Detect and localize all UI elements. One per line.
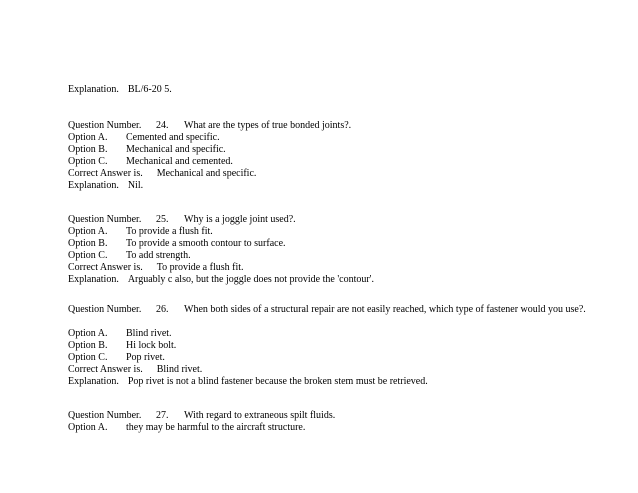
question-label: Question Number.	[68, 120, 142, 131]
option-line	[58, 340, 165, 363]
question-text: What are the types of true bonded joints?.	[184, 120, 352, 131]
explanation-label: Explanation.	[68, 376, 119, 387]
explanation-line	[58, 364, 428, 387]
answer-label: Correct Answer is.	[68, 262, 143, 273]
question-line	[58, 108, 352, 131]
option-line	[58, 120, 220, 143]
option-text: To provide a smooth contour to surface.	[126, 238, 286, 249]
option-line	[58, 316, 172, 339]
option-text: To provide a flush fit.	[126, 226, 213, 237]
explanation-line	[58, 72, 172, 95]
explanation-line	[58, 262, 374, 285]
explanation-text: BL/6-20 5.	[127, 84, 172, 95]
option-label: Option C.	[68, 156, 108, 167]
answer-text: Mechanical and specific.	[156, 168, 257, 179]
option-line	[58, 214, 213, 237]
question-text: With regard to extraneous spilt fluids.	[184, 410, 336, 421]
option-line	[58, 328, 177, 351]
question-number: 25.	[156, 214, 169, 225]
question-label: Question Number.	[68, 410, 142, 421]
option-text: Hi lock bolt.	[126, 340, 177, 351]
option-line	[58, 144, 233, 167]
answer-text: To provide a flush fit.	[156, 262, 244, 273]
option-label: Option C.	[68, 250, 108, 261]
option-text: Pop rivet.	[126, 352, 165, 363]
question-text: Why is a joggle joint used?.	[184, 214, 296, 225]
option-line	[58, 410, 306, 433]
option-label: Option B.	[68, 144, 108, 155]
answer-line	[58, 352, 203, 375]
answer-label: Correct Answer is.	[68, 168, 143, 179]
option-label: Option B.	[68, 340, 108, 351]
explanation-label: Explanation.	[68, 180, 119, 191]
question-number: 26.	[156, 304, 169, 315]
answer-line	[58, 156, 257, 179]
explanation-line	[58, 168, 144, 191]
option-label: Option A.	[68, 132, 108, 143]
question-number: 27.	[156, 410, 169, 421]
question-label: Question Number.	[68, 214, 142, 225]
option-label: Option A.	[68, 328, 108, 339]
explanation-label: Explanation.	[68, 84, 119, 95]
question-number: 24.	[156, 120, 169, 131]
question-label: Question Number.	[68, 304, 142, 315]
option-text: To add strength.	[126, 250, 191, 261]
explanation-text: Arguably c also, but the joggle does not provide the 'contour'.	[127, 274, 374, 285]
option-label: Option B.	[68, 238, 108, 249]
explanation-text: Nil.	[127, 180, 144, 191]
option-line	[58, 132, 226, 155]
option-text: Cemented and specific.	[126, 132, 220, 143]
option-label: Option A.	[68, 226, 108, 237]
question-line	[58, 292, 586, 315]
answer-text: Blind rivet.	[156, 364, 203, 375]
option-line	[58, 238, 191, 261]
answer-line	[58, 250, 244, 273]
question-line	[58, 398, 336, 421]
option-line	[58, 226, 286, 249]
question-text: When both sides of a structural repair are not easily reached, which type of fastener would you use?.	[184, 304, 586, 315]
option-text: they may be harmful to the aircraft structure.	[126, 422, 306, 433]
explanation-label: Explanation.	[68, 274, 119, 285]
option-text: Mechanical and specific.	[126, 144, 226, 155]
option-text: Blind rivet.	[126, 328, 172, 339]
option-text: Mechanical and cemented.	[126, 156, 233, 167]
answer-label: Correct Answer is.	[68, 364, 143, 375]
option-label: Option C.	[68, 352, 108, 363]
explanation-text: Pop rivet is not a blind fastener because the broken stem must be retrieved.	[127, 376, 428, 387]
question-line	[58, 202, 296, 225]
option-label: Option A.	[68, 422, 108, 433]
